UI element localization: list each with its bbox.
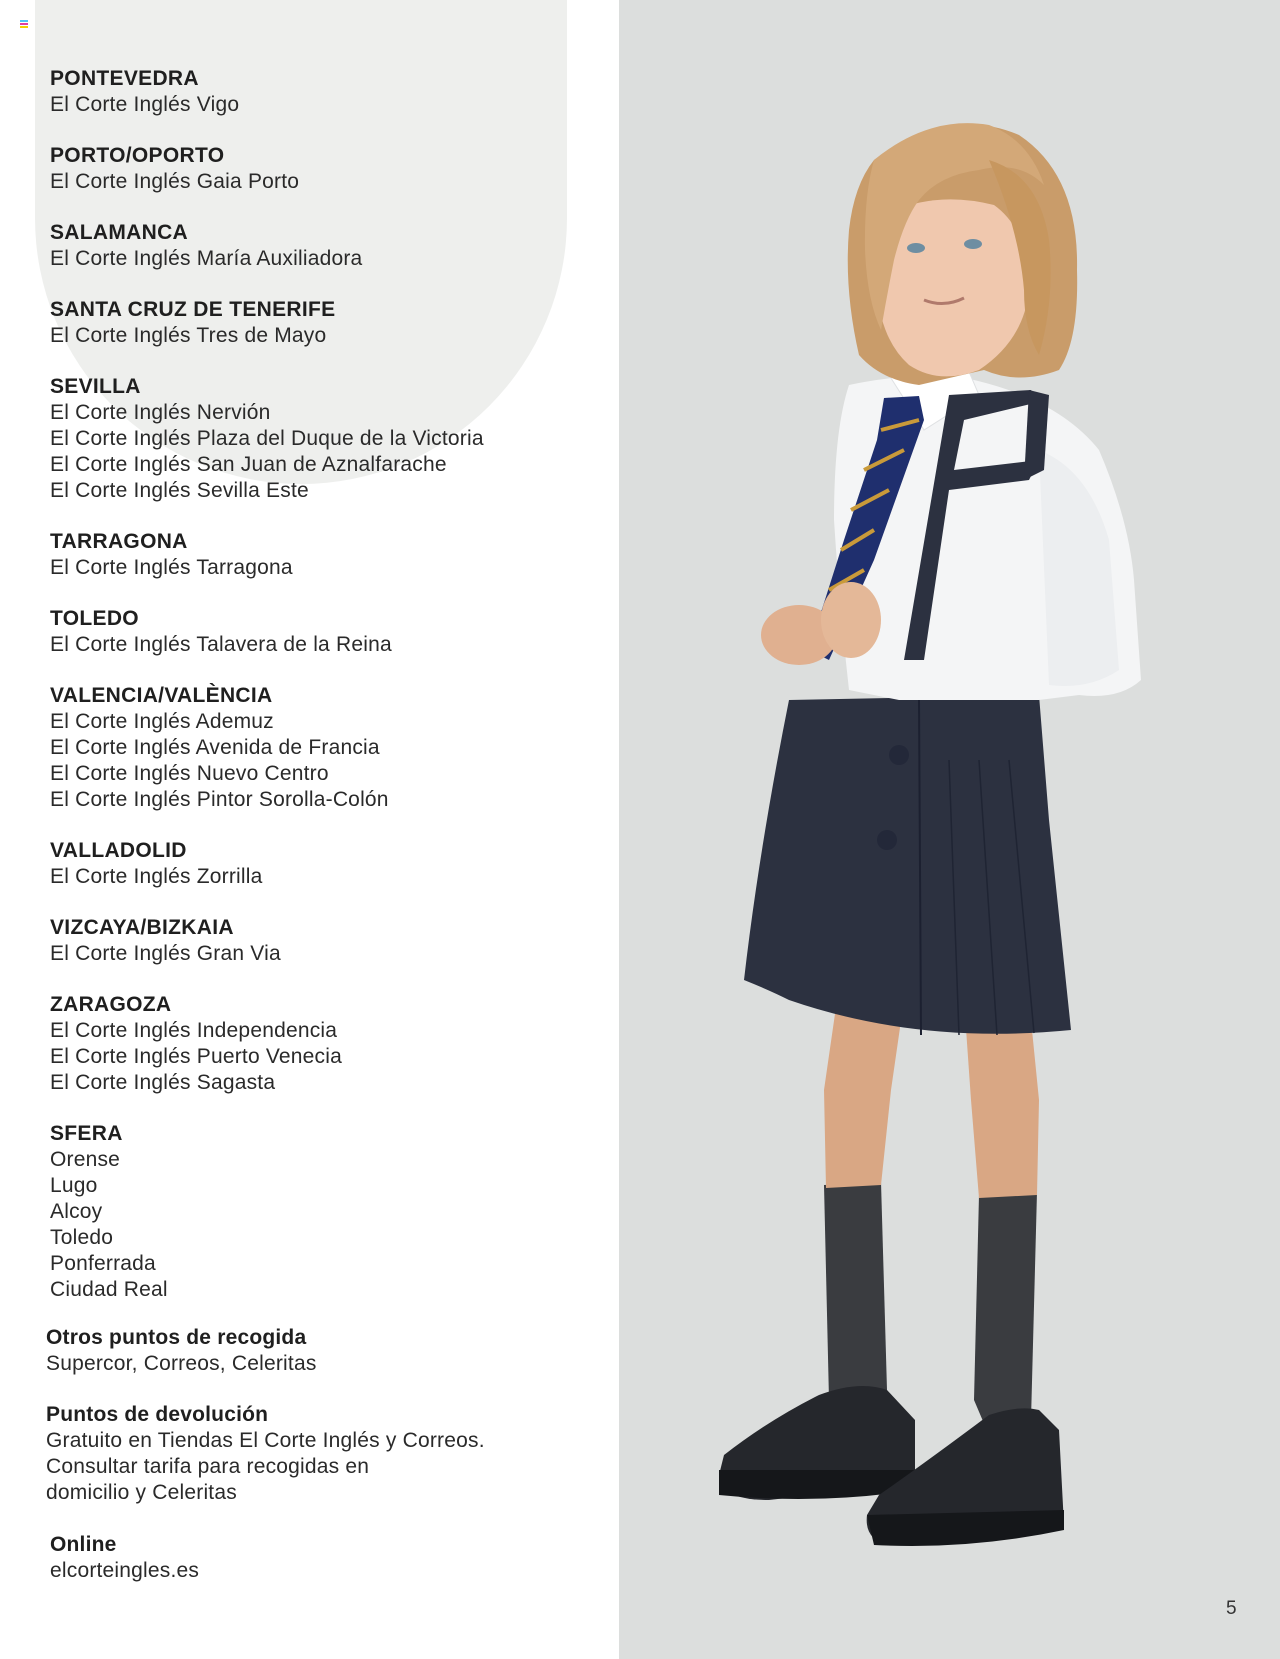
online-section bbox=[50, 1532, 610, 1584]
store-location: El Corte Inglés Gran Via bbox=[50, 942, 281, 965]
store-location: El Corte Inglés Pintor Sorolla-Colón bbox=[50, 788, 389, 811]
region-heading: SANTA CRUZ DE TENERIFE bbox=[50, 298, 336, 321]
store-location: El Corte Inglés Puerto Venecia bbox=[50, 1045, 343, 1068]
region-heading: SALAMANCA bbox=[50, 221, 189, 244]
store-location: Ciudad Real bbox=[50, 1278, 168, 1301]
store-group-sfera bbox=[50, 1121, 590, 1303]
store-location: El Corte Inglés San Juan de Aznalfarache bbox=[50, 453, 447, 476]
store-group-sevilla bbox=[50, 374, 590, 504]
store-location: El Corte Inglés Tres de Mayo bbox=[50, 324, 327, 347]
store-location: El Corte Inglés Talavera de la Reina bbox=[50, 633, 392, 656]
store-location: Toledo bbox=[50, 1226, 114, 1249]
store-group-zaragoza bbox=[50, 992, 590, 1096]
other-pickup-section bbox=[46, 1325, 606, 1377]
page-number: 5 bbox=[1226, 1598, 1237, 1619]
store-location: Alcoy bbox=[50, 1200, 103, 1223]
store-group-porto bbox=[50, 143, 590, 195]
region-heading: TARRAGONA bbox=[50, 530, 188, 553]
region-heading: VALLADOLID bbox=[50, 839, 187, 862]
store-group-tarragona bbox=[50, 529, 590, 581]
store-location: El Corte Inglés Vigo bbox=[50, 93, 240, 116]
girl-in-uniform-illustration bbox=[619, 0, 1280, 1659]
store-location: El Corte Inglés Sevilla Este bbox=[50, 479, 309, 502]
region-heading: SEVILLA bbox=[50, 375, 141, 398]
store-list bbox=[50, 66, 590, 1328]
returns-text-line: Consultar tarifa para recogidas en bbox=[46, 1455, 370, 1478]
store-location: El Corte Inglés Plaza del Duque de la Victoria bbox=[50, 427, 484, 450]
other-pickup-text: Supercor, Correos, Celeritas bbox=[46, 1352, 317, 1375]
region-heading: ZARAGOZA bbox=[50, 993, 172, 1016]
store-location: El Corte Inglés Ademuz bbox=[50, 710, 274, 733]
store-location: El Corte Inglés Nervión bbox=[50, 401, 271, 424]
store-group-santa-cruz-de-tenerife bbox=[50, 297, 590, 349]
store-group-valladolid bbox=[50, 838, 590, 890]
store-location: Ponferrada bbox=[50, 1252, 156, 1275]
store-location: El Corte Inglés Independencia bbox=[50, 1019, 338, 1042]
region-heading: TOLEDO bbox=[50, 607, 139, 630]
other-pickup-title: Otros puntos de recogida bbox=[46, 1326, 307, 1349]
region-heading: PORTO/OPORTO bbox=[50, 144, 225, 167]
store-group-vizcaya bbox=[50, 915, 590, 967]
region-heading: VALENCIA/VALÈNCIA bbox=[50, 684, 273, 707]
online-title: Online bbox=[50, 1533, 117, 1556]
returns-text-line: Gratuito en Tiendas El Corte Inglés y Correos. bbox=[46, 1429, 485, 1452]
registration-mark-icon bbox=[20, 20, 28, 29]
store-location: El Corte Inglés Gaia Porto bbox=[50, 170, 300, 193]
store-group-pontevedra bbox=[50, 66, 590, 118]
store-location: Lugo bbox=[50, 1174, 98, 1197]
online-url[interactable]: elcorteingles.es bbox=[50, 1559, 200, 1582]
returns-section bbox=[46, 1402, 606, 1506]
store-location: El Corte Inglés Nuevo Centro bbox=[50, 762, 329, 785]
region-heading: VIZCAYA/BIZKAIA bbox=[50, 916, 234, 939]
store-location: Orense bbox=[50, 1148, 121, 1171]
store-location: El Corte Inglés Tarragona bbox=[50, 556, 293, 579]
region-heading: SFERA bbox=[50, 1122, 123, 1145]
store-group-valencia bbox=[50, 683, 590, 813]
region-heading: PONTEVEDRA bbox=[50, 67, 199, 90]
store-location: El Corte Inglés Sagasta bbox=[50, 1071, 276, 1094]
product-photo bbox=[619, 0, 1280, 1659]
store-group-salamanca bbox=[50, 220, 590, 272]
returns-text-line: domicilio y Celeritas bbox=[46, 1481, 237, 1504]
store-group-toledo bbox=[50, 606, 590, 658]
store-location: El Corte Inglés María Auxiliadora bbox=[50, 247, 363, 270]
returns-title: Puntos de devolución bbox=[46, 1403, 269, 1426]
store-location: El Corte Inglés Avenida de Francia bbox=[50, 736, 380, 759]
store-location: El Corte Inglés Zorrilla bbox=[50, 865, 263, 888]
